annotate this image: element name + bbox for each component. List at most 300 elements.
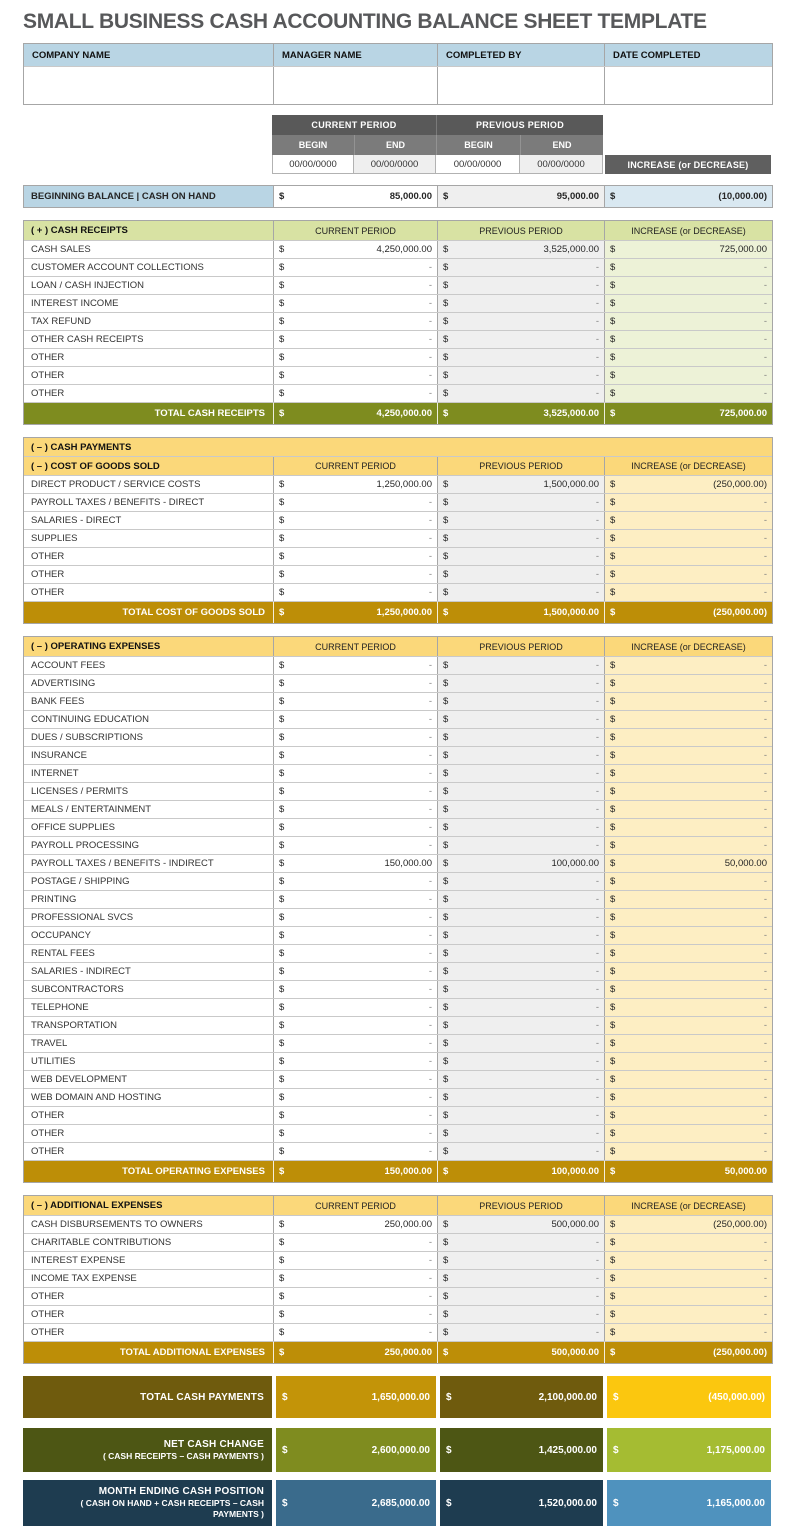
increase-value-cell[interactable]: [604, 963, 772, 980]
amount: -: [428, 768, 432, 779]
previous-period-value-cell[interactable]: [437, 241, 604, 258]
increase-value-cell[interactable]: [604, 1270, 772, 1287]
previous-period-value-cell[interactable]: [437, 909, 604, 926]
increase-value-cell[interactable]: [604, 1306, 772, 1323]
currency-symbol: $: [610, 569, 616, 580]
amount: 95,000.00: [556, 191, 599, 202]
currency-symbol: $: [610, 894, 616, 905]
increase-value-cell[interactable]: [604, 331, 772, 348]
total-increase-value: [604, 1342, 772, 1363]
increase-value-cell[interactable]: [604, 566, 772, 583]
current-period-value-cell[interactable]: [273, 1035, 437, 1052]
current-period-value-cell[interactable]: [273, 1107, 437, 1124]
current-period-value-cell[interactable]: [273, 1143, 437, 1160]
increase-value-cell[interactable]: [604, 1252, 772, 1269]
current-period-value-cell[interactable]: [273, 1234, 437, 1251]
amount: -: [428, 370, 432, 381]
current-period-value-cell[interactable]: [273, 855, 437, 872]
currency-symbol: $: [443, 876, 449, 887]
previous-end-date[interactable]: 00/00/0000: [520, 155, 603, 174]
amount: -: [428, 388, 432, 399]
previous-period-value-cell[interactable]: [437, 1143, 604, 1160]
previous-period-value-cell[interactable]: [437, 819, 604, 836]
amount: -: [428, 352, 432, 363]
increase-value-cell[interactable]: [604, 476, 772, 493]
summary-label: NET CASH CHANGE: [163, 1438, 264, 1450]
current-period-value-cell[interactable]: [273, 909, 437, 926]
increase-value-cell[interactable]: [604, 873, 772, 890]
currency-symbol: $: [610, 1347, 616, 1358]
page-title: SMALL BUSINESS CASH ACCOUNTING BALANCE SHEET TEMPLATE: [23, 10, 707, 33]
increase-value-cell[interactable]: [604, 909, 772, 926]
previous-period-value-cell[interactable]: [437, 494, 604, 511]
previous-period-value-cell[interactable]: [437, 891, 604, 908]
amount: -: [595, 1056, 599, 1067]
currency-symbol: $: [610, 298, 616, 309]
currency-symbol: $: [446, 1497, 452, 1509]
current-period-value-cell[interactable]: [273, 385, 437, 402]
line-item-label: OTHER: [31, 352, 65, 363]
currency-symbol: $: [279, 750, 285, 761]
increase-value-cell[interactable]: [604, 1035, 772, 1052]
currency-symbol: $: [443, 515, 449, 526]
previous-period-value-cell[interactable]: [437, 981, 604, 998]
previous-period-value-cell[interactable]: [437, 1035, 604, 1052]
amount: 100,000.00: [551, 1166, 599, 1177]
current-period-value-cell[interactable]: [273, 1053, 437, 1070]
increase-value-cell[interactable]: [604, 891, 772, 908]
previous-period-value-cell[interactable]: [437, 331, 604, 348]
previous-period-value-cell[interactable]: [437, 512, 604, 529]
increase-value-cell[interactable]: [604, 657, 772, 674]
previous-period-value-cell[interactable]: [437, 855, 604, 872]
company-name-input[interactable]: [24, 67, 273, 104]
current-period-value-cell[interactable]: [273, 783, 437, 800]
current-period-value-cell[interactable]: [273, 1270, 437, 1287]
line-item-label: CUSTOMER ACCOUNT COLLECTIONS: [31, 262, 204, 273]
increase-value-cell[interactable]: [604, 981, 772, 998]
summary-month-ending-cash-position: [23, 1480, 773, 1526]
currency-symbol: $: [443, 930, 449, 941]
current-period-value-cell[interactable]: [273, 1252, 437, 1269]
currency-symbol: $: [279, 786, 285, 797]
amount: -: [428, 280, 432, 291]
line-item-row: [24, 998, 772, 1016]
amount: -: [763, 930, 767, 941]
increase-value-cell[interactable]: [604, 765, 772, 782]
previous-period-value-cell[interactable]: [437, 313, 604, 330]
increase-value-cell[interactable]: [604, 801, 772, 818]
current-period-value-cell[interactable]: [273, 729, 437, 746]
previous-period-value-cell[interactable]: [437, 1216, 604, 1233]
increase-value-cell[interactable]: [604, 385, 772, 402]
increase-value-cell[interactable]: [604, 693, 772, 710]
cash-payments-banner-row: [24, 438, 772, 456]
line-item-row: [24, 294, 772, 312]
current-period-value-cell[interactable]: [273, 999, 437, 1016]
amount: -: [763, 1309, 767, 1320]
currency-symbol: $: [443, 912, 449, 923]
previous-period-value-cell[interactable]: [437, 349, 604, 366]
line-item-row: [24, 674, 772, 692]
amount: -: [428, 966, 432, 977]
previous-period-value-cell[interactable]: [437, 295, 604, 312]
currency-symbol: $: [279, 966, 285, 977]
total-current-value: [273, 403, 437, 424]
amount: -: [595, 334, 599, 345]
previous-period-value-cell[interactable]: [437, 277, 604, 294]
amount: -: [428, 1110, 432, 1121]
amount: 1,250,000.00: [376, 479, 432, 490]
line-item-label: BANK FEES: [31, 696, 85, 707]
date-completed-input[interactable]: [604, 67, 772, 104]
company-name-header: COMPANY NAME: [24, 44, 273, 66]
amount: -: [763, 280, 767, 291]
amount: -: [763, 696, 767, 707]
increase-value-cell[interactable]: [604, 367, 772, 384]
increase-value-cell[interactable]: [604, 530, 772, 547]
current-period-value-cell[interactable]: [273, 494, 437, 511]
amount: -: [595, 515, 599, 526]
increase-value-cell[interactable]: [604, 1324, 772, 1341]
increase-value-cell[interactable]: [604, 313, 772, 330]
current-period-value-cell[interactable]: [273, 1324, 437, 1341]
line-item-label: DUES / SUBSCRIPTIONS: [31, 732, 143, 743]
previous-period-value-cell[interactable]: [437, 367, 604, 384]
increase-value-cell[interactable]: [604, 259, 772, 276]
current-period-value-cell[interactable]: [273, 819, 437, 836]
current-period-value-cell[interactable]: [273, 981, 437, 998]
current-period-value-cell[interactable]: [273, 241, 437, 258]
beginning-balance-current[interactable]: [273, 186, 437, 207]
currency-symbol: $: [443, 804, 449, 815]
previous-period-value-cell[interactable]: [437, 873, 604, 890]
manager-name-input[interactable]: [273, 67, 437, 104]
previous-period-value-cell[interactable]: [437, 837, 604, 854]
line-item-label: POSTAGE / SHIPPING: [31, 876, 130, 887]
currency-symbol: $: [279, 1166, 285, 1177]
amount: (250,000.00): [713, 479, 767, 490]
current-period-value-cell[interactable]: [273, 313, 437, 330]
previous-period-value-cell[interactable]: [437, 729, 604, 746]
amount: -: [763, 750, 767, 761]
current-period-value-cell[interactable]: [273, 1216, 437, 1233]
current-period-value-cell[interactable]: [273, 1089, 437, 1106]
line-item-label: TELEPHONE: [31, 1002, 89, 1013]
current-period-value-cell[interactable]: [273, 367, 437, 384]
currency-symbol: $: [279, 714, 285, 725]
increase-column-header: INCREASE (or DECREASE): [604, 1196, 772, 1215]
currency-symbol: $: [610, 1146, 616, 1157]
total-previous-value: [437, 403, 604, 424]
increase-value-cell[interactable]: [604, 999, 772, 1016]
increase-value-cell[interactable]: [604, 1053, 772, 1070]
current-period-value-cell[interactable]: [273, 349, 437, 366]
increase-value-cell[interactable]: [604, 927, 772, 944]
current-period-value-cell[interactable]: [273, 331, 437, 348]
increase-value-cell[interactable]: [604, 1071, 772, 1088]
increase-value-cell[interactable]: [604, 295, 772, 312]
previous-period-value-cell[interactable]: [437, 675, 604, 692]
previous-period-value-cell[interactable]: [437, 1053, 604, 1070]
beginning-balance-increase[interactable]: [604, 186, 772, 207]
previous-period-value-cell[interactable]: [437, 530, 604, 547]
amount: -: [763, 370, 767, 381]
current-period-value-cell[interactable]: [273, 927, 437, 944]
currency-symbol: $: [610, 262, 616, 273]
previous-period-value-cell[interactable]: [437, 693, 604, 710]
current-period-value-cell[interactable]: [273, 566, 437, 583]
amount: -: [428, 1074, 432, 1085]
increase-value-cell[interactable]: [604, 1288, 772, 1305]
line-item-label: TAX REFUND: [31, 316, 91, 327]
previous-period-value-cell[interactable]: [437, 584, 604, 601]
line-item-row: [24, 764, 772, 782]
amount: -: [428, 1020, 432, 1031]
currency-symbol: $: [610, 804, 616, 815]
current-period-value-cell[interactable]: [273, 963, 437, 980]
currency-symbol: $: [443, 714, 449, 725]
amount: -: [763, 388, 767, 399]
currency-symbol: $: [613, 1391, 619, 1403]
summary-label-cell: [23, 1376, 272, 1418]
line-item-label: PAYROLL TAXES / BENEFITS - DIRECT: [31, 497, 205, 508]
line-item-label: INCOME TAX EXPENSE: [31, 1273, 137, 1284]
increase-value-cell[interactable]: [604, 548, 772, 565]
current-period-value-cell[interactable]: [273, 295, 437, 312]
increase-value-cell[interactable]: [604, 494, 772, 511]
previous-period-value-cell[interactable]: [437, 1107, 604, 1124]
line-item-label: TRANSPORTATION: [31, 1020, 118, 1031]
previous-period-value-cell[interactable]: [437, 1288, 604, 1305]
increase-value-cell[interactable]: [604, 1017, 772, 1034]
increase-value-cell[interactable]: [604, 349, 772, 366]
current-period-value-cell[interactable]: [273, 1125, 437, 1142]
amount: -: [595, 768, 599, 779]
line-item-label: INTERNET: [31, 768, 79, 779]
line-item-label: INSURANCE: [31, 750, 87, 761]
current-period-value-cell[interactable]: [273, 945, 437, 962]
amount: 50,000.00: [724, 858, 767, 869]
previous-begin-date[interactable]: 00/00/0000: [436, 155, 520, 174]
increase-value-cell[interactable]: [604, 1107, 772, 1124]
amount: -: [763, 894, 767, 905]
amount: -: [428, 298, 432, 309]
amount: -: [428, 515, 432, 526]
line-item-label: OFFICE SUPPLIES: [31, 822, 115, 833]
current-begin-date[interactable]: 00/00/0000: [272, 155, 354, 174]
previous-period-value-cell[interactable]: [437, 1306, 604, 1323]
current-period-value-cell[interactable]: [273, 1288, 437, 1305]
current-period-value-cell[interactable]: [273, 259, 437, 276]
amount: -: [595, 1002, 599, 1013]
currency-symbol: $: [443, 1255, 449, 1266]
previous-period-value-cell[interactable]: [437, 476, 604, 493]
amount: 85,000.00: [389, 191, 432, 202]
currency-symbol: $: [279, 298, 285, 309]
current-period-value-cell[interactable]: [273, 801, 437, 818]
line-item-label: OTHER: [31, 1309, 65, 1320]
previous-period-value-cell[interactable]: [437, 566, 604, 583]
amount: -: [595, 804, 599, 815]
currency-symbol: $: [279, 1074, 285, 1085]
previous-period-value-cell[interactable]: [437, 1071, 604, 1088]
current-period-value-cell[interactable]: [273, 891, 437, 908]
increase-value-cell[interactable]: [604, 729, 772, 746]
currency-symbol: $: [443, 479, 449, 490]
currency-symbol: $: [610, 1255, 616, 1266]
line-item-row: [24, 980, 772, 998]
currency-symbol: $: [279, 388, 285, 399]
line-item-label: TRAVEL: [31, 1038, 68, 1049]
line-item-row: [24, 782, 772, 800]
summary-label-cell: [23, 1428, 272, 1472]
amount: -: [763, 1273, 767, 1284]
increase-value-cell[interactable]: [604, 747, 772, 764]
currency-symbol: $: [279, 1038, 285, 1049]
previous-period-value-cell[interactable]: [437, 259, 604, 276]
line-item-row: [24, 908, 772, 926]
previous-period-value-cell[interactable]: [437, 747, 604, 764]
previous-period-value-cell[interactable]: [437, 1089, 604, 1106]
increase-value-cell[interactable]: [604, 1216, 772, 1233]
currency-symbol: $: [279, 1347, 285, 1358]
amount: 1,500,000.00: [543, 479, 599, 490]
currency-symbol: $: [279, 334, 285, 345]
currency-symbol: $: [610, 551, 616, 562]
current-period-value-cell[interactable]: [273, 675, 437, 692]
currency-symbol: $: [443, 1146, 449, 1157]
currency-symbol: $: [279, 370, 285, 381]
increase-value-cell[interactable]: [604, 855, 772, 872]
current-period-header: CURRENT PERIOD: [272, 115, 436, 135]
previous-period-value-cell[interactable]: [437, 783, 604, 800]
currency-symbol: $: [610, 1020, 616, 1031]
current-period-value-cell[interactable]: [273, 873, 437, 890]
currency-symbol: $: [443, 1128, 449, 1139]
current-period-value-cell[interactable]: [273, 277, 437, 294]
currency-symbol: $: [443, 607, 449, 618]
currency-symbol: $: [610, 678, 616, 689]
line-item-row: [24, 565, 772, 583]
completed-by-input[interactable]: [437, 67, 604, 104]
current-period-value-cell[interactable]: [273, 476, 437, 493]
previous-period-value-cell[interactable]: [437, 945, 604, 962]
current-period-column-header: CURRENT PERIOD: [273, 1196, 437, 1215]
increase-value-cell[interactable]: [604, 1125, 772, 1142]
amount: -: [763, 587, 767, 598]
line-item-row: [24, 547, 772, 565]
line-item-label: SUPPLIES: [31, 533, 78, 544]
beginning-balance-previous[interactable]: [437, 186, 604, 207]
increase-value-cell[interactable]: [604, 945, 772, 962]
amount: -: [763, 1092, 767, 1103]
previous-period-value-cell[interactable]: [437, 1125, 604, 1142]
amount: -: [763, 1110, 767, 1121]
line-item-label: OCCUPANCY: [31, 930, 91, 941]
currency-symbol: $: [279, 1092, 285, 1103]
increase-value-cell[interactable]: [604, 675, 772, 692]
increase-value-cell[interactable]: [604, 1234, 772, 1251]
increase-value-cell[interactable]: [604, 1143, 772, 1160]
line-item-label: OTHER: [31, 1110, 65, 1121]
increase-value-cell[interactable]: [604, 783, 772, 800]
section-cash-receipts: [23, 220, 773, 425]
previous-period-column-header: PREVIOUS PERIOD: [437, 221, 604, 240]
increase-value-cell[interactable]: [604, 241, 772, 258]
section-header-row: [24, 1196, 772, 1215]
increase-value-cell[interactable]: [604, 819, 772, 836]
previous-period-value-cell[interactable]: [437, 711, 604, 728]
currency-symbol: $: [610, 1309, 616, 1320]
current-period-value-cell[interactable]: [273, 765, 437, 782]
currency-symbol: $: [610, 1092, 616, 1103]
previous-period-value-cell[interactable]: [437, 801, 604, 818]
amount: -: [428, 569, 432, 580]
increase-value-cell[interactable]: [604, 512, 772, 529]
amount: -: [595, 1038, 599, 1049]
current-end-date[interactable]: 00/00/0000: [354, 155, 436, 174]
previous-period-value-cell[interactable]: [437, 963, 604, 980]
increase-value-cell[interactable]: [604, 837, 772, 854]
current-period-value-cell[interactable]: [273, 693, 437, 710]
current-period-value-cell[interactable]: [273, 1017, 437, 1034]
currency-symbol: $: [610, 714, 616, 725]
previous-period-value-cell[interactable]: [437, 1252, 604, 1269]
summary-current-value: [276, 1480, 436, 1526]
current-period-value-cell[interactable]: [273, 530, 437, 547]
previous-period-value-cell[interactable]: [437, 999, 604, 1016]
amount: -: [763, 948, 767, 959]
line-item-row: [24, 1215, 772, 1233]
current-period-value-cell[interactable]: [273, 584, 437, 601]
previous-period-value-cell[interactable]: [437, 927, 604, 944]
amount: -: [595, 984, 599, 995]
section-header-row: [24, 637, 772, 656]
previous-period-value-cell[interactable]: [437, 1270, 604, 1287]
previous-period-value-cell[interactable]: [437, 385, 604, 402]
previous-period-value-cell[interactable]: [437, 1324, 604, 1341]
currency-symbol: $: [610, 388, 616, 399]
increase-value-cell[interactable]: [604, 711, 772, 728]
previous-period-value-cell[interactable]: [437, 1017, 604, 1034]
total-increase-value: [604, 602, 772, 623]
amount: -: [763, 497, 767, 508]
amount: 1,425,000.00: [538, 1444, 597, 1456]
current-period-value-cell[interactable]: [273, 837, 437, 854]
amount: 1,250,000.00: [376, 607, 432, 618]
current-period-value-cell[interactable]: [273, 711, 437, 728]
increase-value-cell[interactable]: [604, 1089, 772, 1106]
current-period-value-cell[interactable]: [273, 548, 437, 565]
current-period-value-cell[interactable]: [273, 747, 437, 764]
previous-period-value-cell[interactable]: [437, 1234, 604, 1251]
line-item-row: [24, 818, 772, 836]
current-period-value-cell[interactable]: [273, 1071, 437, 1088]
previous-period-value-cell[interactable]: [437, 765, 604, 782]
increase-column-header: INCREASE (or DECREASE): [604, 457, 772, 475]
previous-period-value-cell[interactable]: [437, 657, 604, 674]
current-period-value-cell[interactable]: [273, 1306, 437, 1323]
increase-value-cell[interactable]: [604, 277, 772, 294]
amount: -: [428, 786, 432, 797]
increase-value-cell[interactable]: [604, 584, 772, 601]
current-period-value-cell[interactable]: [273, 657, 437, 674]
currency-symbol: $: [610, 1002, 616, 1013]
current-period-value-cell[interactable]: [273, 512, 437, 529]
amount: -: [763, 822, 767, 833]
previous-period-value-cell[interactable]: [437, 548, 604, 565]
